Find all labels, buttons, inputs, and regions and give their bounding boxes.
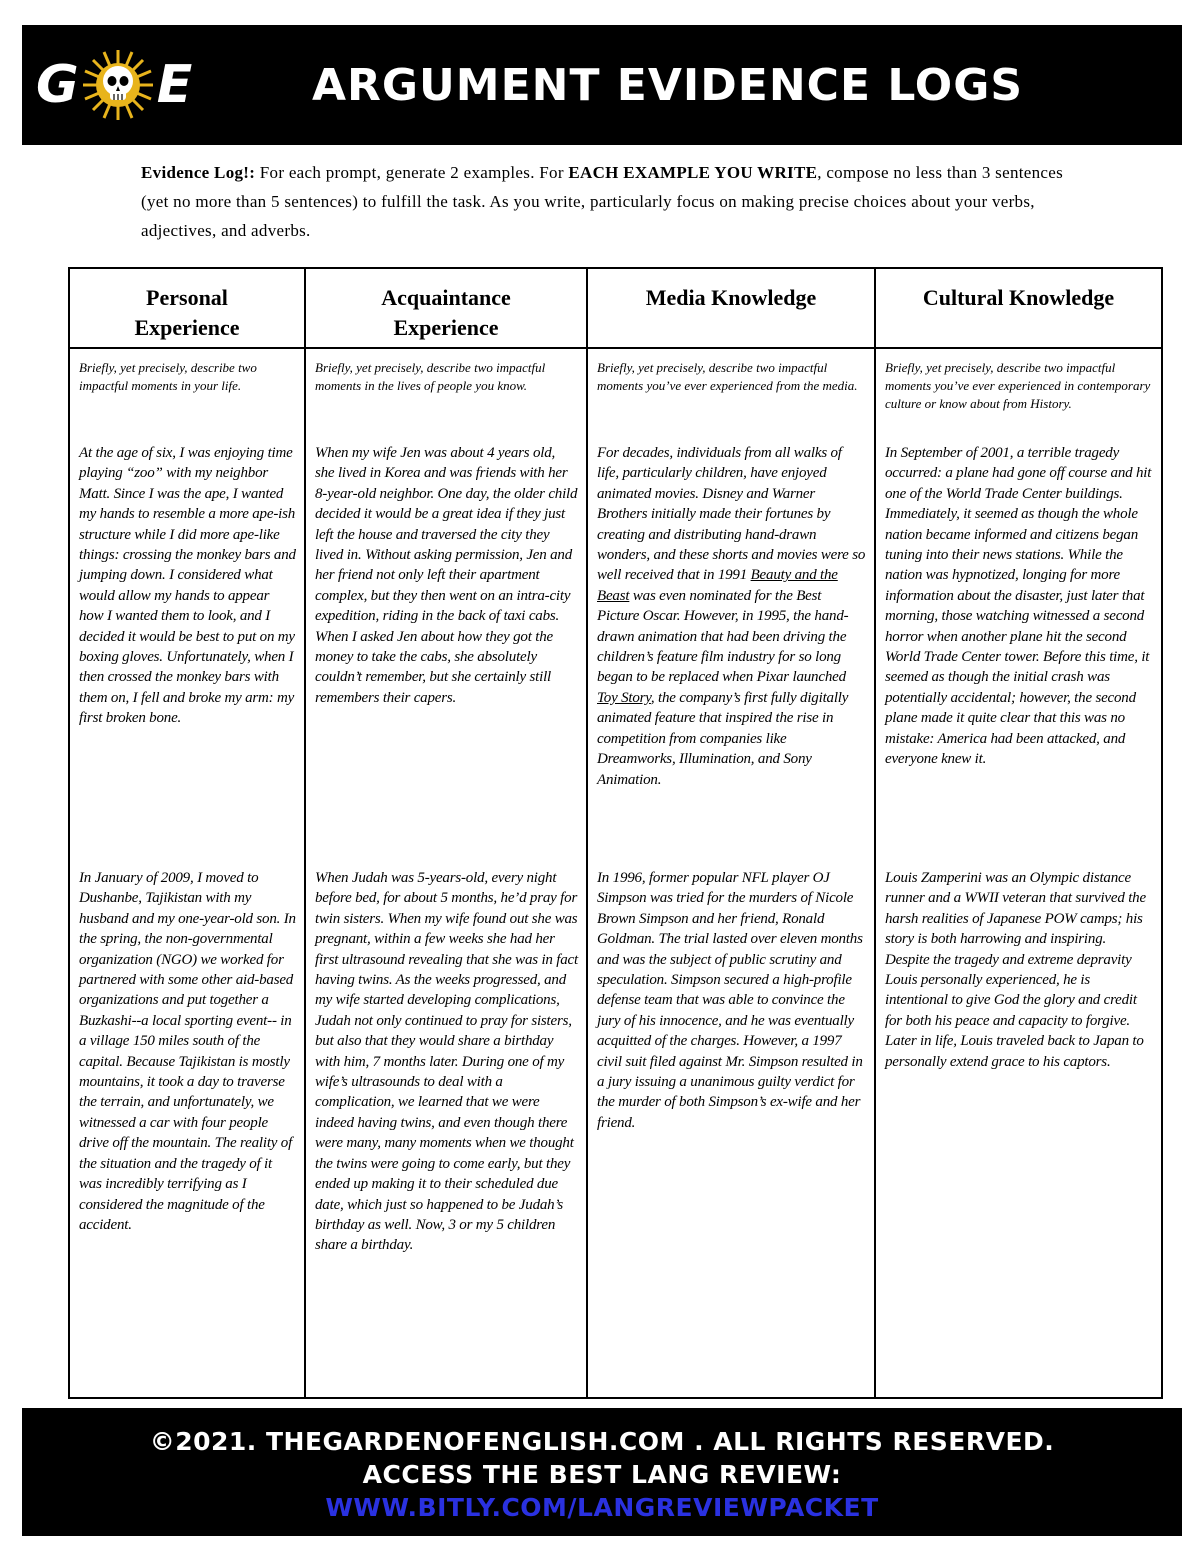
example-personal-1: At the age of six, I was enjoying time playing “zoo” with my neighbor Matt. Since I was the ape, I wanted my hands to resemble a more ape-ish structure while I did more ape-like things: crossing the monkey bars and jumping down. I considered what would allow my hands to appear how I wanted them to look, and I decided it would be best to put on my boxing gloves. Unfortunately, when I then crossed the monkey bars with them on, I fell and broke my arm: my first broken bone. [79, 445, 296, 727]
logo-letter-e: E [156, 55, 193, 115]
goe-logo [36, 47, 192, 123]
example-media-1-part-b: was even nominated for the Best Picture Oscar. However, in 1995, the hand-drawn animation that had been driving the children’s feature film industry for so long began to be replaced when Pixar launched [597, 587, 849, 686]
column-media [587, 348, 875, 1398]
film-title-toy-story: Toy Story [597, 689, 651, 706]
column-header-media: Media Knowledge [587, 268, 875, 348]
prompt-acquaintance: Briefly, yet precisely, describe two impactful moments in the lives of people you know. [315, 360, 546, 393]
instructions-text-2: , compose no less than 3 sentences (yet no more than 5 sentences) to fulfill the task. As you write, particularly focus on making precise choices about your verbs, adjectives, and adverbs. [141, 163, 1064, 240]
example-media-1 [597, 443, 866, 868]
column-acquaintance [305, 348, 587, 1398]
example-media-1-part-a: For decades, individuals from all walks of life, particularly children, have enjoyed animated movies. Disney and Warner Brothers initially made their fortunes by creating and distributing hand-drawn wonders, and these shorts and movies were so well received that in 1991 [597, 445, 866, 584]
page-header [22, 25, 1182, 145]
table-header-row [69, 268, 1162, 348]
page-title: ARGUMENT EVIDENCE LOGS [312, 60, 1024, 111]
instructions-text-1: For each prompt, generate 2 examples. For [255, 163, 569, 182]
column-header-cultural: Cultural Knowledge [875, 268, 1162, 348]
column-personal [69, 348, 305, 1398]
example-acquaintance-1: When my wife Jen was about 4 years old, she lived in Korea and was friends with her 8-year-old neighbor. One day, the older child decided it would be a great idea if they just left the house and traversed the city they lived in. Without asking permission, Jen and her friend not only left their apartment complex, but they then went on an intra-city expedition, riding in the back of taxi cabs. When I asked Jen about how they got the money to take the cabs, she absolutely couldn’t remember, but she certainly still remembers their capers. [315, 445, 578, 706]
prompt-media: Briefly, yet precisely, describe two impactful moments you’ve ever experienced from the media. [597, 360, 858, 393]
column-header-acquaintance: Acquaintance Experience [305, 268, 587, 348]
film-title-beauty-and-the-beast: Beauty and the Beast [597, 567, 838, 604]
example-acquaintance-2: When Judah was 5-years-old, every night before bed, for about 5 months, he’d pray for twin sisters. When my wife found out she was pregnant, within a few weeks she had her first ultrasound revealing that she was in fact having twins. As the weeks progressed, and my wife started developing complications, Judah not only continued to pray for sisters, but also that they would share a birthday with him, 7 months later. During one of my wife’s ultrasounds to deal with a complication, we learned that we were indeed having twins, and even though there were many, many moments when we thought the twins were going to come early, but they ended up making it to their scheduled due date, which just so happened to be Judah’s birthday as well. Now, 3 or my 5 children share a birthday. [315, 870, 578, 1254]
column-cultural [875, 348, 1162, 1398]
review-packet-link[interactable]: WWW.BITLY.COM/LANGREVIEWPACKET [325, 1493, 879, 1522]
example-media-1-part-c: , the company’s first fully digitally animated feature that inspired the rise in competition from companies like Dreamworks, Illumination, and Sony Animation. [597, 689, 849, 788]
page-footer [22, 1408, 1182, 1536]
example-personal-2: In January of 2009, I moved to Dushanbe, Tajikistan with my husband and my one-year-old son. In the spring, the non-governmental organization (NGO) we worked for partnered with some other aid-based organizations and put together a Buzkashi--a local sporting event-- in a village 150 miles south of the capital. Because Tajikistan is mostly mountains, it took a day to traverse the terrain, and unfortunately, we witnessed a car with four people drive off the mountain. The reality of the situation and the tragedy of it was incredibly terrifying as I considered the magnitude of the accident. [79, 870, 296, 1233]
instructions-label: Evidence Log!: [141, 163, 256, 182]
example-media-2: In 1996, former popular NFL player OJ Simpson was tried for the murders of Nicole Brown Simpson and her friend, Ronald Goldman. The trial lasted over eleven months and was the subject of public scrutiny and speculation. Simpson secured a high-profile defense team that was able to convince the jury of his innocence, and he was eventually acquitted of the charges. However, a 1997 civil suit filed against Mr. Simpson resulted in a jury issuing a unanimous guilty verdict for the murder of both Simpson’s ex-wife and her friend. [597, 870, 863, 1131]
prompt-cultural: Briefly, yet precisely, describe two impactful moments you’ve ever experienced in contemporary culture or know about from History. [885, 360, 1151, 411]
promo-line: ACCESS THE BEST LANG REVIEW: [362, 1460, 842, 1489]
instructions-emphasis: EACH EXAMPLE YOU WRITE [568, 163, 818, 182]
instructions [141, 158, 1071, 245]
table-body-row [69, 348, 1162, 1398]
logo-letter-g: G [36, 55, 79, 115]
prompt-personal: Briefly, yet precisely, describe two impactful moments in your life. [79, 360, 257, 393]
column-header-personal: Personal Experience [69, 268, 305, 348]
evidence-log-table [68, 267, 1163, 1399]
example-cultural-1: In September of 2001, a terrible tragedy occurred: a plane had gone off course and hit one of the World Trade Center buildings. Immediately, it seemed as though the whole nation became informed and citizens began tuning into their news stations. While the nation was hypnotized, longing for more information about the disaster, just later that morning, those watching witnessed a second horror when another plane hit the second World Trade Center tower. Before this time, it seemed as though the initial crash was potentially accidental; however, the second plane made it quite clear that this was no mistake: America had been attacked, and everyone knew it. [885, 445, 1152, 768]
skull-sun-icon [81, 48, 155, 122]
copyright-line: ©2021. THEGARDENOFENGLISH.COM . ALL RIGHTS RESERVED. [149, 1427, 1055, 1456]
example-cultural-2: Louis Zamperini was an Olympic distance runner and a WWII veteran that survived the harsh realities of Japanese POW camps; his story is both harrowing and inspiring. Despite the tragedy and extreme depravity Louis personally experienced, he is intentional to give God the glory and credit for both his peace and capacity to forgive. Later in life, Louis traveled back to Japan to personally extend grace to his captors. [885, 870, 1146, 1070]
